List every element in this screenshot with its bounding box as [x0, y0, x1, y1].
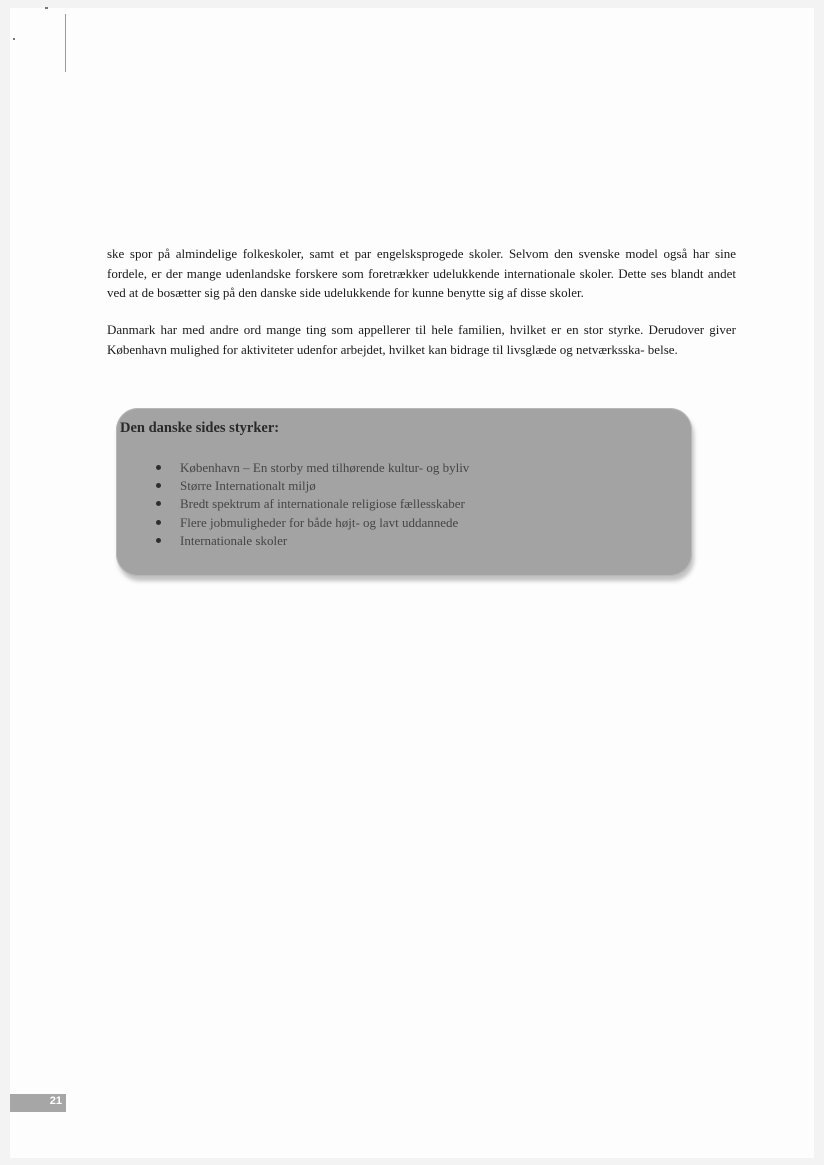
bullet-icon [156, 538, 161, 543]
list-item-text: Bredt spektrum af internationale religiose fællesskaber [180, 496, 465, 512]
bullet-icon [156, 520, 161, 525]
callout-title: Den danske sides styrker: [120, 420, 280, 436]
list-item-text: København – En storby med tilhørende kultur- og byliv [180, 460, 470, 475]
page-number-box [10, 1094, 66, 1112]
list-item-text: Flere jobmuligheder for både højt- og lavt uddannede [180, 514, 459, 530]
scan-mark [45, 7, 48, 9]
list-item [156, 477, 469, 495]
bullet-icon [156, 483, 161, 488]
page-number: 21 [49, 1095, 62, 1107]
scan-mark [13, 38, 15, 40]
bullet-icon [156, 501, 161, 506]
body-paragraph-2: Danmark har med andre ord mange ting som appellerer til hele familien, hvilket er en stor styrke. Derudover giver København mulighed for aktiviteter udenfor arbejdet, hvilket kan bidrage til livsglæde og netværksska- belse. [107, 322, 736, 357]
list-item [156, 514, 469, 532]
body-paragraph-1: ske spor på almindelige folkeskoler, samt et par engelsksprogede skoler. Selvom den svenske model også har sine fordele, er der mange udenlandske forskere som foretrækker udelukkende internationale skoler. Dette ses blandt andet ved at de bosætter sig på den danske side udelukkende for kunne benytte sig af disse skoler. [107, 246, 736, 300]
margin-rule [65, 14, 66, 72]
list-item-text: Internationale skoler [180, 532, 288, 548]
list-item [156, 495, 469, 513]
document-page [10, 8, 814, 1158]
list-item [156, 459, 469, 477]
strengths-list [156, 459, 469, 550]
list-item [156, 532, 469, 550]
strengths-callout-box [116, 408, 692, 576]
list-item-text: Større Internationalt miljø [180, 478, 316, 494]
bullet-icon [156, 465, 161, 470]
